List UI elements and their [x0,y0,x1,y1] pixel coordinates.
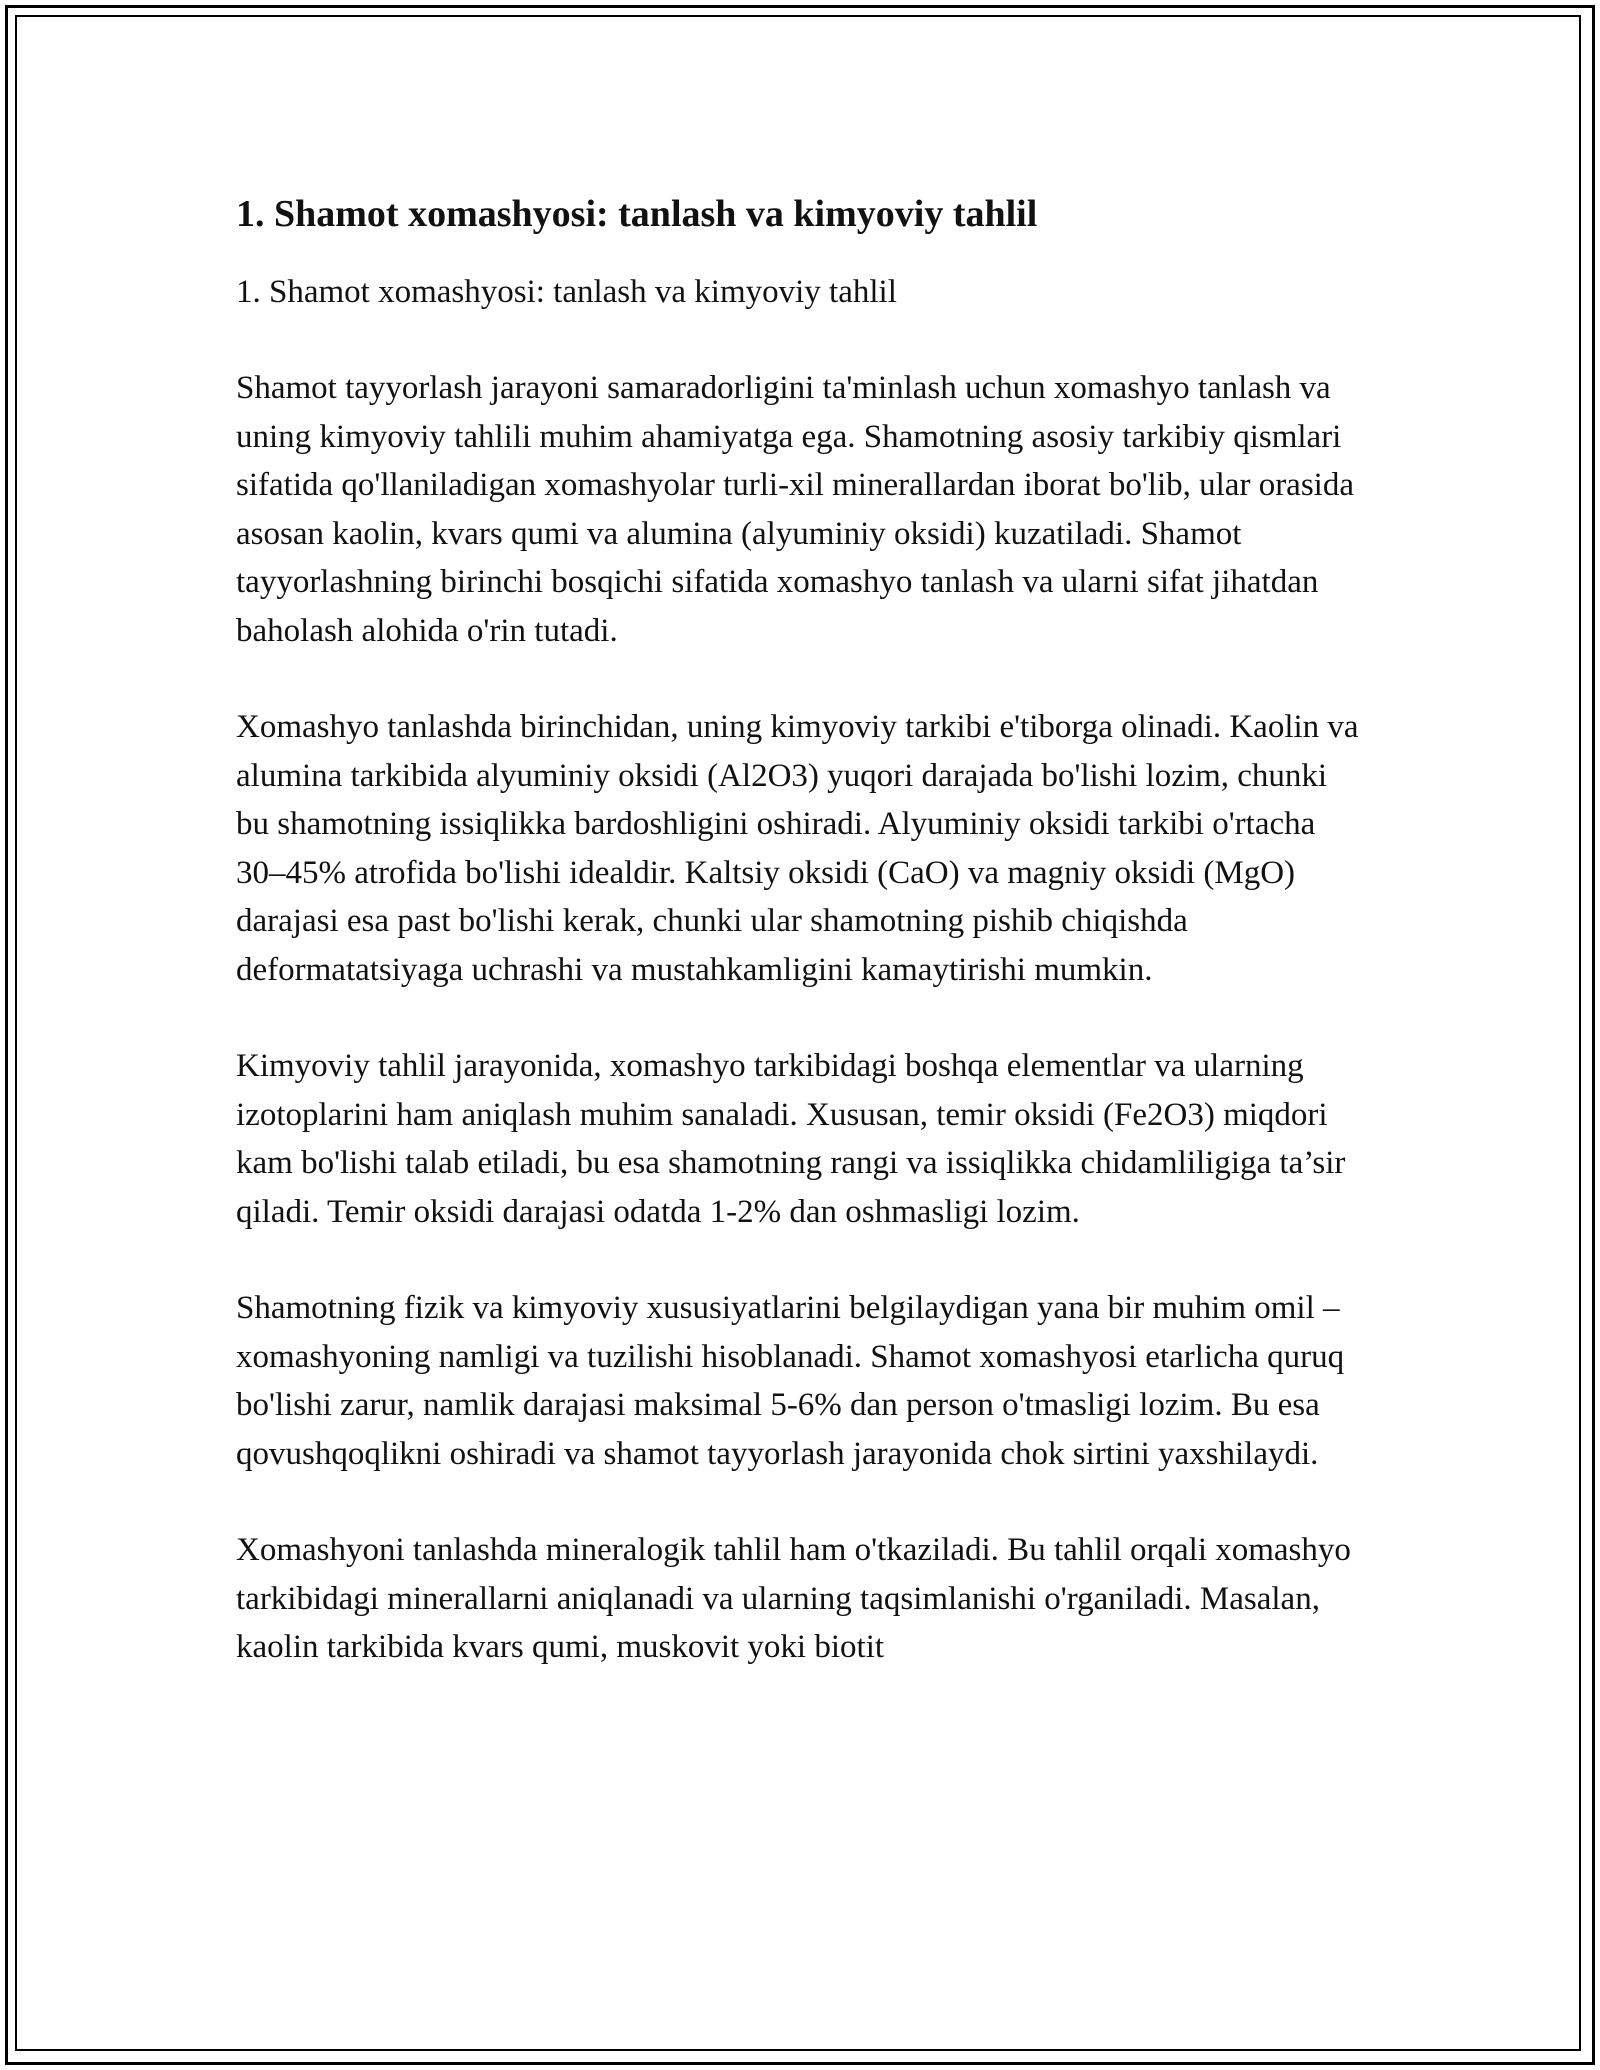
section-subheading: 1. Shamot xomashyosi: tanlash va kimyoviy tahlil [236,274,897,310]
section-heading: 1. Shamot xomashyosi: tanlash va kimyoviy tahlil [236,193,1038,235]
paragraph-4: Shamotning fizik va kimyoviy xususiyatlarini belgilaydigan yana bir muhim omil – xomashyoning namligi va tuzilishi hisoblanadi. Shamot xomashyosi etarlicha quruq bo'lishi zarur, namlik darajasi maksimal 5-6% dan person o'tmasligi lozim. Bu esa qovushqoqlikni oshiradi va shamot tayyorlash jarayonida chok sirtini yaxshilaydi. [236,1290,1345,1472]
paragraph-2: Xomashyo tanlashda birinchidan, uning kimyoviy tarkibi e'tiborga olinadi. Kaolin va alumina tarkibida alyuminiy oksidi (Al2O3) yuqori darajada bo'lishi lozim, chunki bu shamotning issiqlikka bardoshligini oshiradi. Alyuminiy oksidi tarkibi o'rtacha 30–45% atrofida bo'lishi idealdir. Kaltsiy oksidi (CaO) va magniy oksidi (MgO) darajasi esa past bo'lishi kerak, chunki ular shamotning pishib chiqishda deformatatsiyaga uchrashi va mustahkamligini kamaytirishi mumkin. [236,709,1359,988]
paragraph-1: Shamot tayyorlash jarayoni samaradorligini ta'minlash uchun xomashyo tanlash va uning kimyoviy tahlili muhim ahamiyatga ega. Shamotning asosiy tarkibiy qismlari sifatida qo'llaniladigan xomashyolar turli-xil minerallardan iborat bo'lib, ular orasida asosan kaolin, kvars qumi va alumina (alyuminiy oksidi) kuzatiladi. Shamot tayyorlashning birinchi bosqichi sifatida xomashyo tanlash va ularni sifat jihatdan baholash alohida o'rin tutadi. [236,370,1354,649]
paragraph-5: Xomashyoni tanlashda mineralogik tahlil ham o'tkaziladi. Bu tahlil orqali xomashyo tarkibidagi minerallarni aniqlanadi va ularning taqsimlanishi o'rganiladi. Masalan, kaolin tarkibida kvars qumi, muskovit yoki biotit [236,1532,1351,1665]
paragraph-3: Kimyoviy tahlil jarayonida, xomashyo tarkibidagi boshqa elementlar va ularning izotoplarini ham aniqlash muhim sanaladi. Xususan, temir oksidi (Fe2O3) miqdori kam bo'lishi talab etiladi, bu esa shamotning rangi va issiqlikka chidamliligiga ta’sir qiladi. Temir oksidi darajasi odatda 1-2% dan oshmasligi lozim. [236,1048,1346,1230]
document-body [236,188,1366,1672]
